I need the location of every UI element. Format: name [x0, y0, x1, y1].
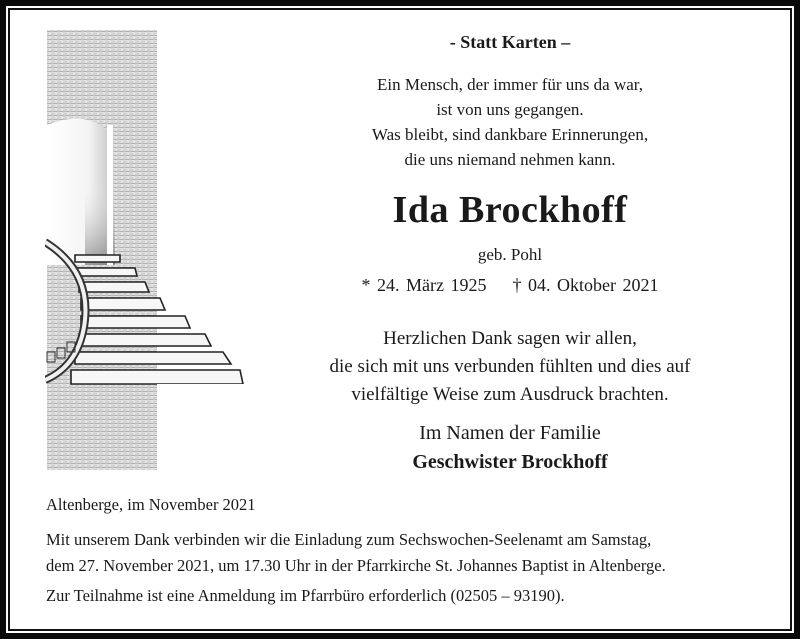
thanks-line: vielfältige Weise zum Ausdruck brachten.	[351, 384, 669, 405]
thanks-line: Herzlichen Dank sagen wir allen,	[383, 328, 637, 349]
invitation-line: dem 27. November 2021, um 17.30 Uhr in der Pfarrkirche St. Johannes Baptist in Altenberge.	[46, 556, 666, 575]
poem-line: die uns niemand nehmen kann.	[404, 150, 616, 169]
birth-date: * 24. März 1925	[361, 275, 487, 295]
poem-line: ist von uns gegangen.	[436, 100, 584, 119]
poem-line: Ein Mensch, der immer für uns da war,	[376, 75, 644, 94]
death-date: † 04. Oktober 2021	[512, 275, 659, 295]
family-name: Geschwister Brockhoff	[412, 451, 608, 473]
notice-heading: - Statt Karten –	[449, 32, 571, 52]
invitation-line: Mit unserem Dank verbinden wir die Einladung zum Sechswochen-Seelenamt am Samstag,	[46, 530, 652, 549]
poem-line: Was bleibt, sind dankbare Erinnerungen,	[371, 125, 649, 144]
thanks-line: die sich mit uns verbunden fühlten und dies auf	[329, 356, 691, 377]
staircase-illustration	[45, 30, 245, 470]
poem	[290, 72, 730, 172]
registration-note: Zur Teilnahme ist eine Anmeldung im Pfarrbüro erforderlich (02505 – 93190).	[46, 586, 565, 605]
invitation-text	[46, 527, 786, 579]
maiden-name: geb. Pohl	[477, 245, 543, 264]
place-date: Altenberge, im November 2021	[46, 495, 256, 514]
deceased-name: Ida Brockhoff	[392, 189, 628, 231]
thanks-text	[290, 325, 730, 409]
family-intro: Im Namen der Familie	[419, 422, 601, 444]
life-dates	[290, 275, 730, 296]
